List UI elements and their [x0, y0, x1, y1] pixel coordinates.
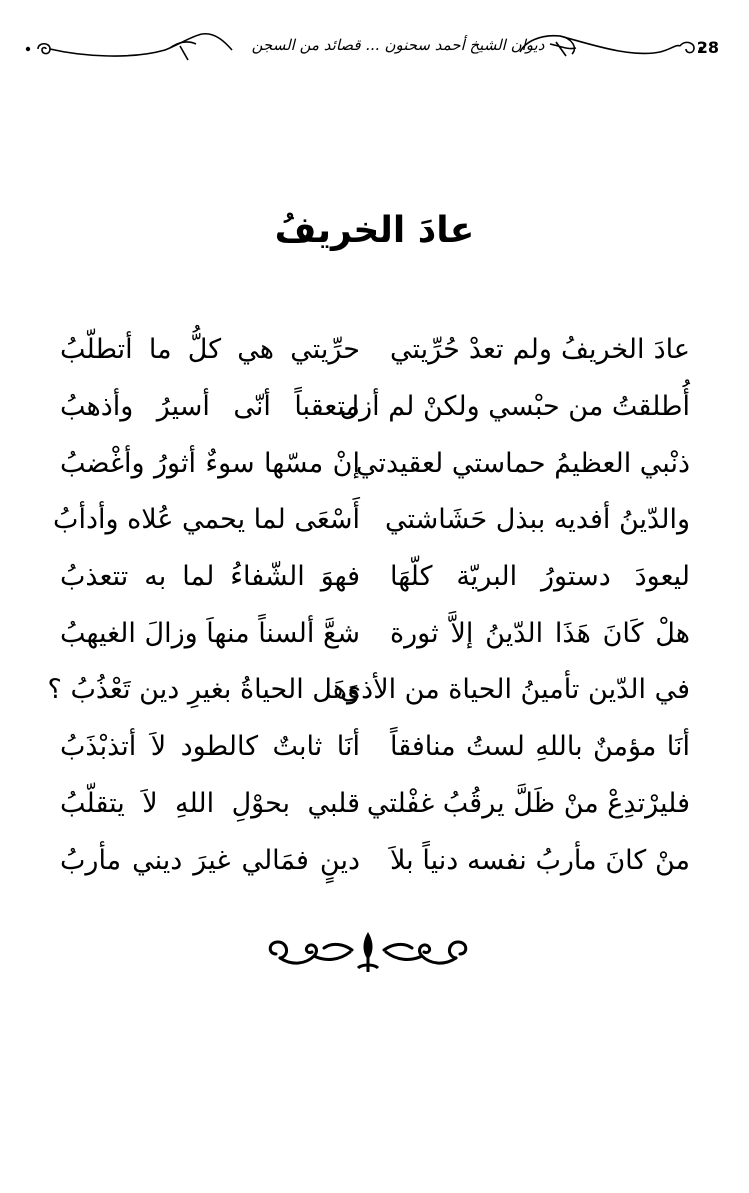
verse: [60, 379, 690, 436]
verse-second-hemistich: وَهَل الحياةُ بغيرِ دين تَعْذُبُ ؟: [47, 674, 360, 706]
verse-first-hemistich: ذنْبي العظيمُ حماستي لعقيدتي: [355, 447, 690, 479]
verse: [47, 662, 690, 719]
verse: [60, 322, 690, 379]
verse-first-hemistich: عادَ الخريفُ ولم تعدْ حُرِّيتي: [390, 334, 690, 366]
page-number: 28: [696, 38, 719, 57]
verse-first-hemistich: أنَا مؤمنٌ باللهِ لستُ منافقاً: [390, 731, 690, 763]
end-ornament-icon: [262, 928, 474, 980]
verse-second-hemistich: أنَا ثابتٌ كالطود لاَ أتذبْذَبُ: [60, 731, 360, 763]
verse-first-hemistich: فليرْتدِعْ منْ ظَلَّ يرقُبُ غفْلتي: [366, 787, 690, 819]
page-header: [20, 22, 729, 74]
poem-title: عادَ الخريفُ: [274, 210, 475, 251]
verse: [53, 492, 690, 549]
verse-first-hemistich: منْ كانَ مأربُ نفسه دنياً بلاَ: [390, 844, 690, 876]
verse: [60, 435, 690, 492]
verse-first-hemistich: في الدّين تأمينُ الحياة من الأذى: [340, 674, 690, 706]
verse-second-hemistich: شعَّ ألسناً منهاَ وزالَ الغيهبُ: [60, 617, 360, 649]
verse-first-hemistich: أُطلقتُ من حبْسي ولكنْ لم أزل: [339, 391, 690, 423]
verse-second-hemistich: إنْ مسّها سوءٌ أثورُ وأغْضبُ: [60, 447, 360, 479]
verse-second-hemistich: دينٍ فمَالي غيرَ ديني مأربُ: [60, 844, 360, 876]
verse-second-hemistich: فهوَ الشّفاءُ لما به تتعذبُ: [60, 561, 360, 593]
book-title: ديوان الشيخ أحمد سحنون ... قصائد من السجن: [251, 36, 545, 54]
poem-body: [47, 322, 690, 889]
verse-second-hemistich: قلبي بحوْلِ اللهِ لاَ يتقلّبُ: [60, 787, 360, 819]
verse: [60, 549, 690, 606]
verse-first-hemistich: هلْ كَانَ هَذَا الدّينُ إلاَّ ثورة: [390, 617, 690, 649]
verse-second-hemistich: حرِّيتي هي كلُّ ما أتطلّبُ: [60, 334, 360, 366]
verse-second-hemistich: أَسْعَى لما يحمي عُلاه وأدأبُ: [53, 504, 360, 536]
verse: [60, 719, 690, 776]
verse-first-hemistich: ليعودَ دستورُ البريّة كلّهَا: [390, 561, 690, 593]
verse-second-hemistich: متعقباً أنّى أسيرُ وأذهبُ: [60, 391, 360, 423]
verse: [60, 776, 690, 833]
verse-first-hemistich: والدّينُ أفديه ببذل حَشَاشتي: [384, 504, 690, 536]
verse: [60, 605, 690, 662]
verse: [60, 832, 690, 889]
